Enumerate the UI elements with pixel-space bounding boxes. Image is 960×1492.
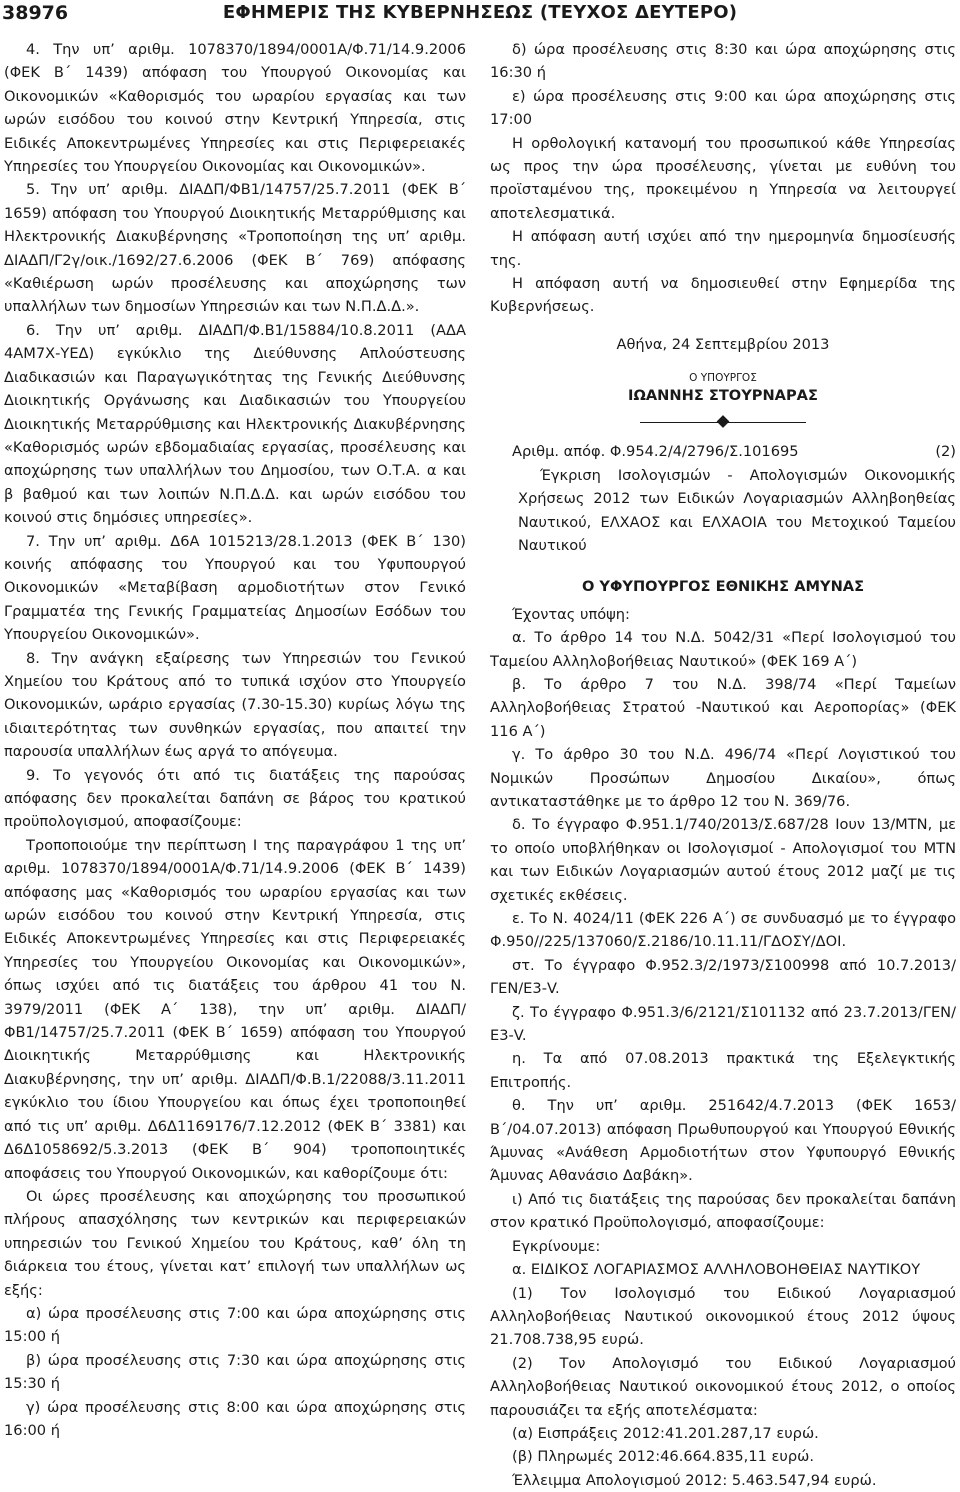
section-divider [490,412,956,434]
gazette-title: ΕΦΗΜΕΡΙΣ ΤΗΣ ΚΥΒΕΡΝΗΣΕΩΣ (ΤΕΥΧΟΣ ΔΕΥΤΕΡΟ) [222,2,738,23]
paragraph: (β) Πληρωμές 2012:46.664.835,11 ευρώ. [512,1448,814,1466]
paragraph: 8. Την ανάγκη εξαίρεσης των Υπηρεσιών του Γενικού Χημείου του Κράτους από το τυπικά ισχύον στο Υπουργείο Οικονομικών, ωράριο εργασίας (7.30-15.30) κυρίως λόγω της ιδιαιτερότητας των συνθηκών εργασίας, που απαιτεί την παρουσία υπαλλήλων έως αργά το απόγευμα. [4,649,466,761]
paragraph: 6. Την υπ’ αριθμ. ΔΙΑΔΠ/Φ.Β1/15884/10.8.2011 (ΑΔΑ 4ΑΜ7Χ-ΥΕΔ) εγκύκλιο της Διεύθυνσης Απλούστευσης Διαδικασιών και Παραγωγικότητας της Γενικής Διεύθυνσης Διοικητικής Οργάνωσης και Διαδικασιών του Υπουργείου Διοικητικής Μεταρρύθμισης και Ηλεκτρονικής Διακυβέρνησης «Καθορισμός ωρών εβδομαδιαίας εργασίας, προσέλευσης και αποχώρησης των υπαλλήλων του Δημοσίου, των Ο.Τ.Α. α και β βαθμού και των λοιπών Ν.Π.Δ.Δ. και ωρών εισόδου του κοινού στις δημόσιες υπηρεσίες». [4,321,466,527]
issuer-heading: Ο ΥΦΥΠΟΥΡΓΟΣ ΕΘΝΙΚΗΣ ΑΜΥΝΑΣ [581,578,865,596]
paragraph: στ. Το έγγραφο Φ.952.3/2/1973/Σ100998 από 10.7.2013/ΓΕΝ/Ε3-V. [490,956,956,998]
paragraph: ζ. Το έγγραφο Φ.951.3/6/2121/Σ101132 από 23.7.2013/ΓΕΝ/Ε3-V. [490,1003,956,1045]
paragraph: (2) Τον Απολογισμό του Ειδικού Λογαριασμού Αλληλοβοήθειας Ναυτικού οικονομικού έτους 2012, ο οποίος παρουσιάζει τα εξής αποτελέσματα: [490,1354,956,1419]
paragraph: δ. Το έγγραφο Φ.951.1/740/2013/Σ.687/28 Ιουν 13/ΜΤΝ, με το οποίο υποβλήθηκαν οι Ισολογισμοί - Απολογισμοί του ΜΤΝ και των Ειδικών Λογαριασμών αυτού έτους 2012 μαζί με τις σχετικές εκθέσεις. [490,816,956,904]
paragraph: 7. Την υπ’ αριθμ. Δ6Α 1015213/28.1.2013 (ΦΕΚ Β΄ 130) κοινής απόφασης του Υπουργού και του Υφυπουργού Οικονομικών «Μεταβίβαση αρμοδιοτήτων στον Γενικό Γραμματέα της Γενικής Γραμματείας Δημοσίων Εσόδων του Υπουργείου Οικονομικών». [4,532,466,644]
paragraph: Η ορθολογική κατανομή του προσωπικού κάθε Υπηρεσίας ως προς την ώρα προσέλευσης, γίνεται με ευθύνη του προϊσταμένου της, προκειμένου η Υπηρεσία να λειτουργεί αποτελεσματικά. [490,134,956,222]
right-column [490,38,956,1492]
paragraph: α) ώρα προσέλευσης στις 7:00 και ώρα αποχώρησης στις 15:00 ή [4,1304,466,1346]
diamond-icon [717,415,730,428]
paragraph: Έχοντας υπόψη: [512,605,630,623]
paragraph: (α) Εισπράξεις 2012:41.201.287,17 ευρώ. [512,1424,819,1442]
paragraph: 4. Την υπ’ αριθμ. 1078370/1894/0001Α/Φ.71/14.9.2006 (ΦΕΚ Β΄ 1439) απόφαση του Υπουργού Οικονομίας και Οικονομικών «Καθορισμός του ωραρίου εργασίας και των ωρών εισόδου του κοινού στην Κεντρική Υπηρεσία, στις Ειδικές Αποκεντρωμένες Υπηρεσίες και στις Περιφερειακές Υπηρεσίες του Υπουργείου Οικονομίας και Οικονομικών». [4,41,466,176]
paragraph: Οι ώρες προσέλευσης και αποχώρησης του προσωπικού πλήρους απασχόλησης των κεντρικών και περιφερειακών υπηρεσιών του Γενικού Χημείου του Κράτους, καθ’ όλη τη διάρκεια του έτους, γίνεται κατ’ επιλογή των υπαλλήλων ως εξής: [4,1187,466,1299]
paragraph: Τροποποιούμε την περίπτωση Ι της παραγράφου 1 της υπ’ αριθμ. 1078370/1894/0001Α/Φ.71/14.9.2006 (ΦΕΚ Β΄ 1439) απόφασης μας «Καθορισμός του ωραρίου εργασίας και των ωρών εισόδου του κοινού στην Κεντρική Υπηρεσία, στις Ειδικές Αποκεντρωμένες Υπηρεσίες και στις Περιφερειακές Υπηρεσίες του Υπουργείου Οικονομίας και Οικονομικών», όπως ισχύει από τις διατάξεις του άρθρου 41 του Ν. 3979/2011 (ΦΕΚ Α΄ 138), την υπ’ αριθμ. ΔΙΑΔΠ/ΦΒ1/14757/25.7.2011 (ΦΕΚ Β΄ 1659) απόφαση του Υπουργού Διοικητικής Μεταρρύθμισης και Ηλεκτρονικής Διακυβέρνησης, την υπ’ αριθμ. ΔΙΑΔΠ/Φ.Β.1/22088/3.11.2011 εγκύκλιο του ίδιου Υπουργείου και όπως έχει τροποποιηθεί από τις υπ’ αριθμ. Δ6Δ1169176/7.12.2012 (ΦΕΚ Β΄ 3381) και Δ6Δ1058692/5.3.2013 (ΦΕΚ Β΄ 904) τροποποιητικές αποφάσεις του Υπουργού Οικονομικών, και καθορίζουμε ότι: [4,836,466,1182]
paragraph: 9. Το γεγονός ότι από τις διατάξεις της παρούσας απόφασης δεν προκαλείται δαπάνη σε βάρος του κρατικού προϋπολογισμού, αποφασίζουμε: [4,766,466,831]
page-header [0,0,960,30]
signoff-name: ΙΩΑΝΝΗΣ ΣΤΟΥΡΝΑΡΑΣ [628,387,818,405]
signoff-date: Αθήνα, 24 Σεπτεμβρίου 2013 [616,335,830,353]
decision-header [490,440,956,463]
left-column [4,38,466,1442]
paragraph: ε. Το Ν. 4024/11 (ΦΕΚ 226 Α΄) σε συνδυασμό με το έγγραφο Φ.950//225/137060/Σ.2186/10.11.11/ΓΔΟΣΥ/ΔΟΙ. [490,910,956,951]
paragraph: α. ΕΙΔΙΚΟΣ ΛΟΓΑΡΙΑΣΜΟΣ ΑΛΛΗΛΟΒΟΗΘΕΙΑΣ ΝΑΥΤΙΚΟΥ [512,1261,921,1279]
paragraph: Έλλειμμα Απολογισμού 2012: 5.463.547,94 ευρώ. [512,1471,877,1489]
page-number: 38976 [2,2,69,24]
paragraph: 5. Την υπ’ αριθμ. ΔΙΑΔΠ/ΦΒ1/14757/25.7.2011 (ΦΕΚ Β΄ 1659) απόφαση του Υπουργού Διοικητικής Μεταρρύθμισης και Ηλεκτρονικής Διακυβέρνησης «Τροποποίηση της υπ’ αριθμ. ΔΙΑΔΠ/Γ2γ/οικ./1692/27.6.2006 (ΦΕΚ Β΄ 769) απόφασης «Καθιέρωση ωρών προσέλευσης και αποχώρησης των υπαλλήλων των δημοσίων Υπηρεσιών και των Ν.Π.Δ.Δ.». [4,181,466,316]
paragraph: ι) Από τις διατάξεις της παρούσας δεν προκαλείται δαπάνη στον κρατικό Προϋπολογισμό, αποφασίζουμε: [490,1190,956,1232]
decision-ref: Αριθμ. απόφ. Φ.954.2/4/2796/Σ.101695 [512,443,799,461]
paragraph: Η απόφαση αυτή ισχύει από την ημερομηνία δημοσίευσής της. [490,228,956,269]
paragraph: δ) ώρα προσέλευσης στις 8:30 και ώρα αποχώρησης στις 16:30 ή [490,41,956,82]
paragraph: (1) Τον Ισολογισμό του Ειδικού Λογαριασμού Αλληλοβοήθειας Ναυτικού οικονομικού έτους 2012 ύψους 21.708.738,95 ευρώ. [490,1284,956,1349]
paragraph: β) ώρα προσέλευσης στις 7:30 και ώρα αποχώρησης στις 15:30 ή [4,1351,466,1393]
signoff-role: Ο ΥΠΟΥΡΓΟΣ [689,372,757,385]
decision-number: (2) [935,443,956,461]
paragraph: Εγκρίνουμε: [512,1237,601,1255]
paragraph: α. Το άρθρο 14 του Ν.Δ. 5042/31 «Περί Ισολογισμού του Ταμείου Αλληλοβοήθειας Ναυτικού» (ΦΕΚ 169 Α΄) [490,629,956,670]
paragraph: γ) ώρα προσέλευσης στις 8:00 και ώρα αποχώρησης στις 16:00 ή [4,1398,466,1439]
decision-title: Έγκριση Ισολογισμών - Απολογισμών Οικονομικής Χρήσεως 2012 των Ειδικών Λογαριασμών Αλληβοηθείας Ναυτικού, ΕΛΧΑΟΣ και ΕΛΧΑΟΙΑ του Μετοχικού Ταμείου Ναυτικού [518,466,956,554]
paragraph: η. Τα από 07.08.2013 πρακτικά της Εξελεγκτικής Επιτροπής. [490,1050,956,1091]
paragraph: θ. Την υπ’ αριθμ. 251642/4.7.2013 (ΦΕΚ 1653/Β΄/04.07.2013) απόφαση Πρωθυπουργού και Υπουργού Εθνικής Άμυνας «Ανάθεση Αρμοδιοτήτων στον Υφυπουργό Εθνικής Άμυνας Αθανάσιο Δαβάκη». [490,1097,956,1185]
paragraph: γ. Το άρθρο 30 του Ν.Δ. 496/74 «Περί Λογιστικού του Νομικών Προσώπων Δημοσίου Δικαίου», όπως αντικαταστάθηκε με το άρθρο 12 του Ν. 369/76. [490,746,956,810]
paragraph: β. Το άρθρο 7 του Ν.Δ. 398/74 «Περί Ταμείων Αλληλοβοήθειας Στρατού -Ναυτικού και Αεροπορίας» (ΦΕΚ 116 Α΄) [490,675,956,740]
paragraph: ε) ώρα προσέλευσης στις 9:00 και ώρα αποχώρησης στις 17:00 [490,87,956,129]
paragraph: Η απόφαση αυτή να δημοσιευθεί στην Εφημερίδα της Κυβερνήσεως. [490,275,956,316]
